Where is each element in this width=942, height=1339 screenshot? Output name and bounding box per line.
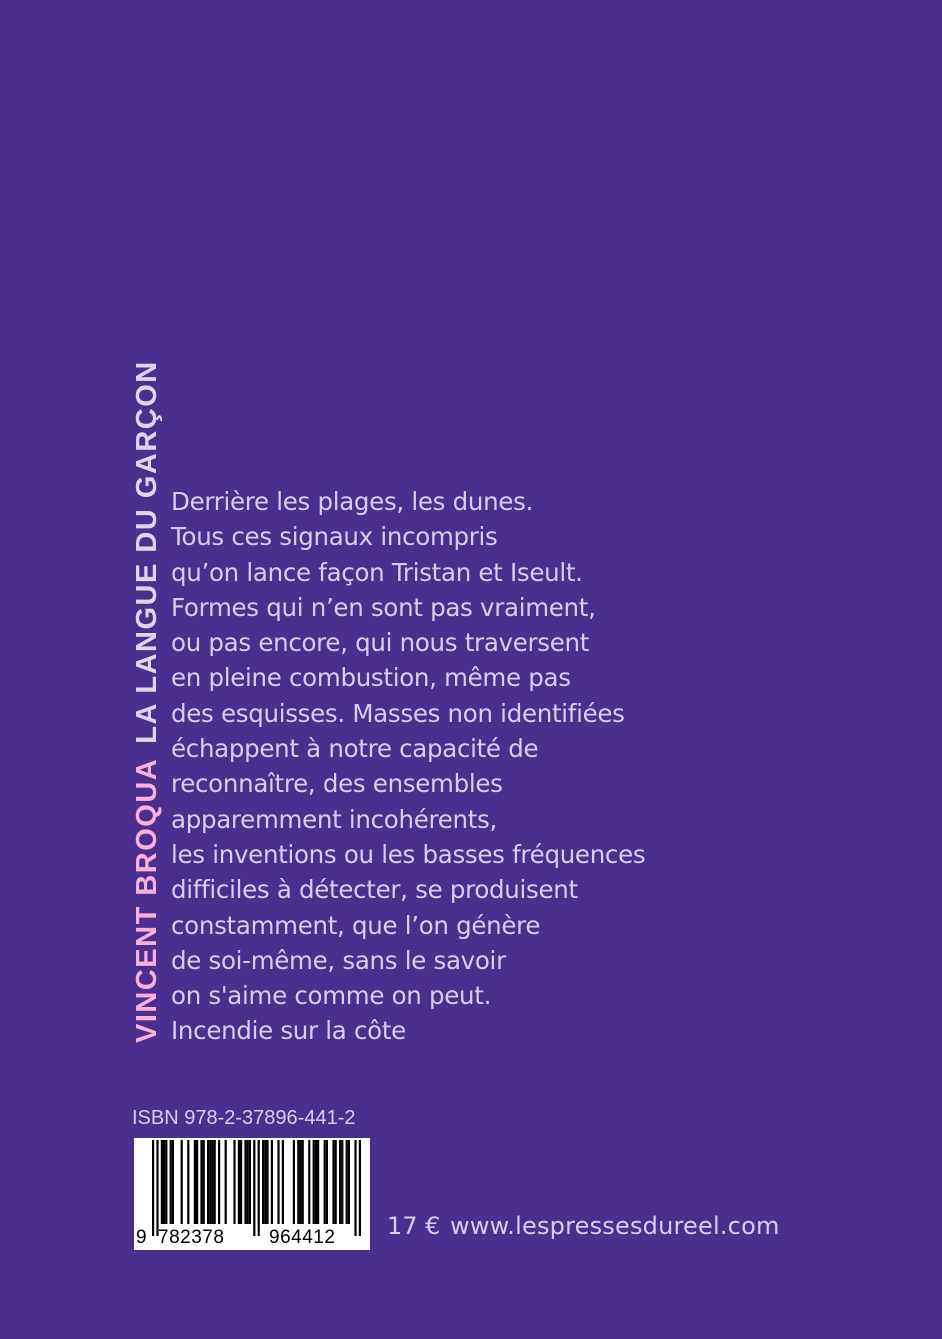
price: 17 € — [387, 1212, 441, 1240]
barcode-bar — [354, 1140, 356, 1236]
blurb-line: des esquisses. Masses non identifiées — [171, 698, 625, 728]
barcode-bar — [181, 1140, 183, 1224]
barcode-bar — [194, 1140, 196, 1224]
barcode-bar — [172, 1140, 174, 1224]
barcode-bar — [335, 1140, 337, 1224]
barcode-bar — [339, 1140, 341, 1224]
barcode-digits — [134, 1227, 370, 1249]
barcode-bar — [244, 1140, 246, 1224]
website-link: www.lespressesdureel.com — [450, 1212, 780, 1240]
barcode-bar — [341, 1140, 343, 1224]
barcode-bar — [218, 1140, 220, 1224]
author-name: VINCENT BROQUA — [131, 757, 163, 1043]
blurb-line: reconnaître, des ensembles — [171, 769, 503, 799]
barcode-bar — [308, 1140, 310, 1224]
barcode-bar — [258, 1140, 260, 1236]
blurb-text — [171, 484, 731, 1049]
barcode-bar — [317, 1140, 319, 1224]
barcode-bar — [170, 1140, 172, 1224]
barcode-bar — [238, 1140, 240, 1224]
barcode-bar — [302, 1140, 304, 1224]
barcode-bar — [332, 1140, 334, 1224]
barcode-bar — [165, 1140, 167, 1224]
barcode-bar — [196, 1140, 198, 1224]
barcode-bar — [297, 1140, 299, 1224]
barcode-bar — [315, 1140, 317, 1224]
blurb-line: Derrière les plages, les dunes. — [171, 487, 534, 516]
isbn-label: ISBN 978-2-37896-441-2 — [132, 1107, 356, 1129]
barcode-digits-left: 782378 — [158, 1227, 225, 1248]
barcode-bar — [211, 1140, 213, 1224]
barcode-bar — [348, 1140, 350, 1224]
barcode-bar — [233, 1140, 235, 1224]
barcode-bar — [266, 1140, 268, 1224]
barcode-bar — [277, 1140, 279, 1224]
blurb-line: apparemment incohérents, — [171, 804, 497, 834]
blurb-line: ou pas encore, qui nous traversent — [171, 628, 590, 658]
blurb-line: en pleine combustion, même pas — [171, 663, 571, 693]
blurb-line: Formes qui n’en sont pas vraiment, — [171, 592, 596, 622]
blurb-line: difficiles à détecter, se produisent — [171, 875, 578, 905]
barcode-bar — [324, 1140, 326, 1224]
barcode-bar — [326, 1140, 328, 1224]
blurb-line: de soi-même, sans le savoir — [171, 945, 506, 975]
barcode-bar — [293, 1140, 295, 1224]
barcode-bar — [209, 1140, 211, 1224]
barcode-bar — [247, 1140, 249, 1224]
barcode-bar — [225, 1140, 227, 1224]
barcode-bar — [282, 1140, 284, 1224]
book-title: LA LANGUE DU GARÇON — [131, 360, 163, 744]
barcode — [134, 1138, 370, 1250]
blurb-line: Tous ces signaux incompris — [171, 522, 498, 552]
blurb-line: constamment, que l’on génère — [171, 910, 541, 940]
barcode-bar — [240, 1140, 242, 1224]
barcode-bar — [187, 1140, 189, 1224]
barcode-bar — [313, 1140, 315, 1224]
barcode-bar — [207, 1140, 209, 1224]
barcode-bar — [152, 1140, 154, 1236]
barcode-bar — [156, 1140, 158, 1236]
barcode-bar — [264, 1140, 266, 1224]
barcode-digit-first: 9 — [136, 1227, 147, 1248]
blurb-line: on s'aime comme on peut. — [171, 981, 492, 1011]
barcode-bar — [299, 1140, 301, 1224]
barcode-bar — [214, 1140, 216, 1224]
barcode-bar — [200, 1140, 202, 1224]
barcode-bar — [203, 1140, 205, 1224]
barcode-bar — [346, 1140, 348, 1224]
barcode-bar — [359, 1140, 361, 1236]
blurb-line: Incendie sur la côte — [171, 1016, 406, 1046]
barcode-bar — [262, 1140, 264, 1224]
blurb-line: les inventions ou les basses fréquences — [171, 839, 646, 869]
barcode-bar — [163, 1140, 165, 1224]
barcode-bar — [249, 1140, 251, 1224]
barcode-bar — [253, 1140, 255, 1236]
barcode-digits-right: 964412 — [269, 1227, 336, 1248]
spine-title — [131, 360, 163, 1043]
blurb-line: qu’on lance façon Tristan et Iseult. — [171, 557, 583, 587]
blurb-line: échappent à notre capacité de — [171, 734, 539, 764]
barcode-bar — [161, 1140, 163, 1224]
barcode-bar — [271, 1140, 273, 1224]
